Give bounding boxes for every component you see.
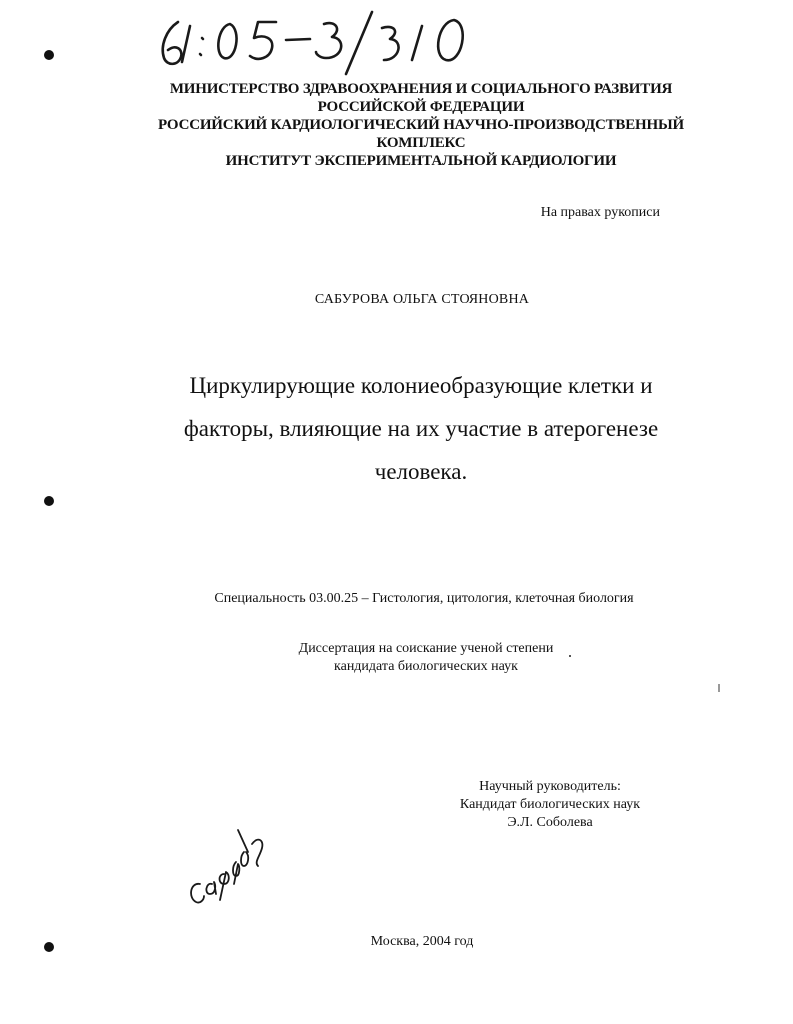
header-line-ministry: МИНИСТЕРСТВО ЗДРАВООХРАНЕНИЯ И СОЦИАЛЬНОГО РАЗВИТИЯ (169, 81, 673, 97)
institution-header (100, 80, 742, 170)
author-signature (178, 822, 278, 912)
degree-line-1: Диссертация на соискание ученой степени (298, 641, 554, 656)
header-line-complex-cont: КОМПЛЕКС (376, 135, 466, 151)
city-and-year: Москва, 2004 год (370, 934, 474, 949)
supervisor-label: Научный руководитель: (479, 779, 621, 794)
title-line-3: человека. (374, 459, 468, 484)
author-name: САБУРОВА ОЛЬГА СТОЯНОВНА (314, 292, 530, 307)
binder-hole-top (44, 50, 54, 60)
supervisor-block (430, 778, 670, 832)
supervisor-name: Э.Л. Соболева (507, 815, 593, 830)
dissertation-title (110, 364, 732, 493)
header-line-complex: РОССИЙСКИЙ КАРДИОЛОГИЧЕСКИЙ НАУЧНО-ПРОИЗВОДСТВЕННЫЙ (158, 117, 684, 133)
binder-hole-bottom (44, 942, 54, 952)
handwritten-catalogue-number (150, 8, 490, 78)
degree-line-2: кандидата биологических наук (334, 659, 518, 674)
supervisor-degree: Кандидат биологических наук (459, 797, 641, 812)
degree-statement (226, 640, 626, 676)
scan-mark (718, 684, 720, 692)
title-line-1: Циркулирующие колониеобразующие клетки и (189, 373, 653, 398)
title-line-2: факторы, влияющие на их участие в атерогенезе (183, 416, 659, 441)
binder-hole-middle (44, 496, 54, 506)
header-line-institute: ИНСТИТУТ ЭКСПЕРИМЕНТАЛЬНОЙ КАРДИОЛОГИИ (225, 153, 617, 169)
manuscript-rights-note: На правах рукописи (540, 205, 660, 220)
specialty-line: Специальность 03.00.25 – Гистология, цитология, клеточная биология (214, 591, 634, 606)
header-line-federation: РОССИЙСКОЙ ФЕДЕРАЦИИ (317, 99, 525, 115)
